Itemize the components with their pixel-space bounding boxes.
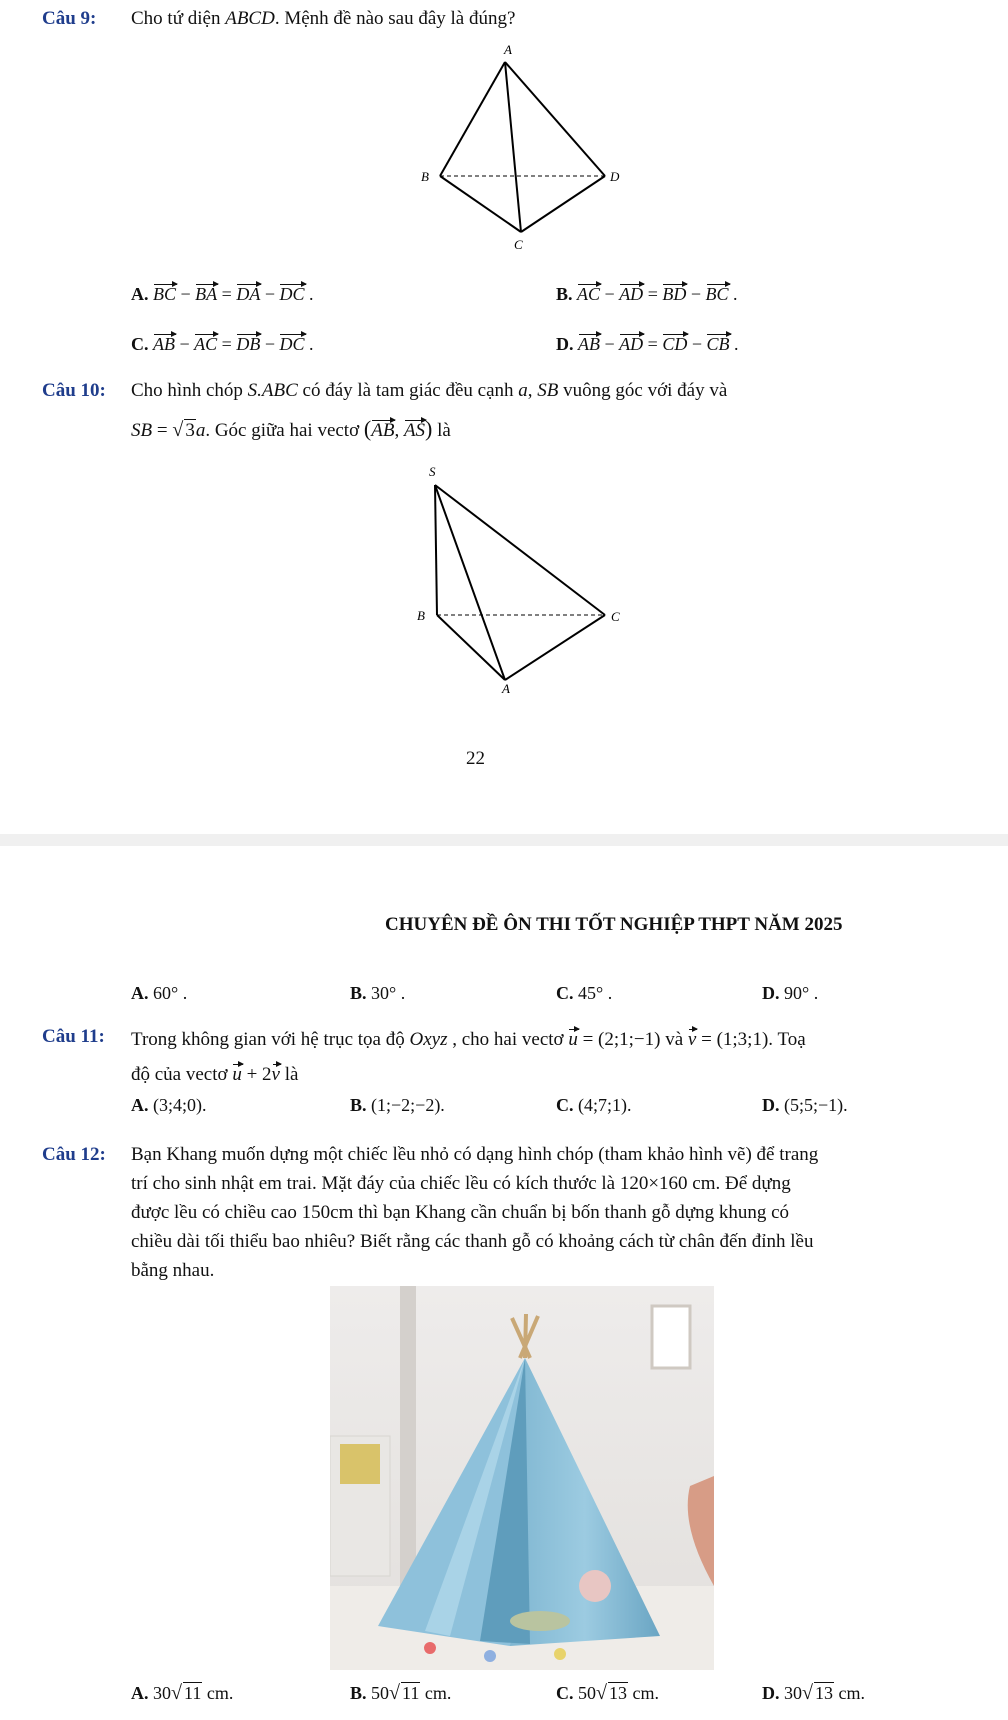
q9-stem xyxy=(131,8,515,30)
label-s: S xyxy=(429,464,436,479)
edge-ac xyxy=(505,615,605,680)
q10-line2: SB = √ 3a. Góc giữa hai vectơ (AB, AS) là xyxy=(131,416,451,441)
edge-ba xyxy=(437,615,505,680)
q9-stem-math: ABCD xyxy=(225,8,275,29)
q10-option-d[interactable]: D. 90° . xyxy=(762,983,819,1003)
page-header: CHUYÊN ĐỀ ÔN THI TỐT NGHIỆP THPT NĂM 2025 xyxy=(385,914,843,935)
edge-sb xyxy=(435,485,437,615)
wall-frame xyxy=(652,1306,690,1368)
page-separator xyxy=(0,834,1008,846)
tent-pole-3 xyxy=(525,1314,526,1358)
q10-option-c[interactable]: C. 45° . xyxy=(556,983,613,1003)
page-number: 22 xyxy=(466,748,485,769)
toy xyxy=(510,1611,570,1631)
q11-line1: Trong không gian với hệ trục tọa độ Oxyz , cho hai vectơ u = (2;1;−1) và v = (1;3;1). Toạ xyxy=(131,1026,806,1051)
q9-option-b[interactable]: B. AC − AD = BD − BC . xyxy=(556,281,738,305)
q10-number: Câu 10: xyxy=(42,380,106,401)
q12-option-a[interactable]: A. 30√ 11 cm. xyxy=(131,1682,234,1704)
label-c: C xyxy=(611,609,620,624)
q9-option-c[interactable]: C. AB − AC = DB − DC . xyxy=(131,331,314,355)
q10-option-b[interactable]: B. 30° . xyxy=(350,983,406,1003)
toy-ball-1 xyxy=(424,1642,436,1654)
edge-ad xyxy=(505,62,605,176)
tent-photo xyxy=(330,1286,714,1670)
tetrahedron-figure xyxy=(400,40,640,255)
curtain xyxy=(400,1286,416,1586)
pyramid-figure xyxy=(405,455,635,695)
edge-bc xyxy=(440,176,521,232)
q9-stem-text-b: . Mệnh đề nào sau đây là đúng? xyxy=(274,8,516,29)
q12-line5: bằng nhau. xyxy=(131,1260,215,1281)
q11-option-a[interactable]: A. (3;4;0). xyxy=(131,1095,207,1115)
cushion xyxy=(340,1444,380,1484)
q12-option-b[interactable]: B. 50√ 11 cm. xyxy=(350,1682,452,1704)
edge-cd xyxy=(521,176,605,232)
q12-line4: chiều dài tối thiểu bao nhiêu? Biết rằng các thanh gỗ có khoảng cách từ chân đến đỉnh lều xyxy=(131,1231,814,1252)
toy-ball-3 xyxy=(554,1648,566,1660)
q11-option-d[interactable]: D. (5;5;−1). xyxy=(762,1095,848,1115)
q9-option-d[interactable]: D. AB − AD = CD − CB . xyxy=(556,331,739,355)
edge-ac xyxy=(505,62,521,232)
q11-line2: độ của vectơ u + 2v là xyxy=(131,1061,298,1086)
label-c: C xyxy=(514,237,523,252)
label-b: B xyxy=(421,169,429,184)
label-a: A xyxy=(502,681,510,695)
q12-line3: được lều có chiều cao 150cm thì bạn Khang cần chuẩn bị bốn thanh gỗ dựng khung có xyxy=(131,1202,789,1223)
q9-number: Câu 9: xyxy=(42,8,97,29)
label-a: A xyxy=(504,42,512,57)
q12-option-d[interactable]: D. 30√ 13 cm. xyxy=(762,1682,865,1704)
q9-option-a[interactable]: A. BC − BA = DA − DC . xyxy=(131,281,314,305)
toy-ball-2 xyxy=(484,1650,496,1662)
q11-option-c[interactable]: C. (4;7;1). xyxy=(556,1095,632,1115)
plush-toy xyxy=(579,1570,611,1602)
q10-option-a[interactable]: A. 60° . xyxy=(131,983,188,1003)
label-d: D xyxy=(610,169,620,184)
q12-option-c[interactable]: C. 50√ 13 cm. xyxy=(556,1682,659,1704)
q9-stem-text-a: Cho tứ diện xyxy=(131,8,226,29)
q11-option-b[interactable]: B. (1;−2;−2). xyxy=(350,1095,445,1115)
edge-sc xyxy=(435,485,605,615)
q12-line2: trí cho sinh nhật em trai. Mặt đáy của chiếc lều có kích thước là 120×160 cm. Để dựng xyxy=(131,1173,791,1194)
label-b: B xyxy=(417,608,425,623)
q12-number: Câu 12: xyxy=(42,1144,106,1165)
q12-line1: Bạn Khang muốn dựng một chiếc lều nhỏ có dạng hình chóp (tham khảo hình vẽ) để trang xyxy=(131,1144,819,1165)
edge-sa xyxy=(435,485,505,680)
q11-number: Câu 11: xyxy=(42,1026,105,1047)
q10-line1: Cho hình chóp S.ABC có đáy là tam giác đều cạnh a, SB vuông góc với đáy và xyxy=(131,380,728,401)
edge-ab xyxy=(440,62,505,176)
